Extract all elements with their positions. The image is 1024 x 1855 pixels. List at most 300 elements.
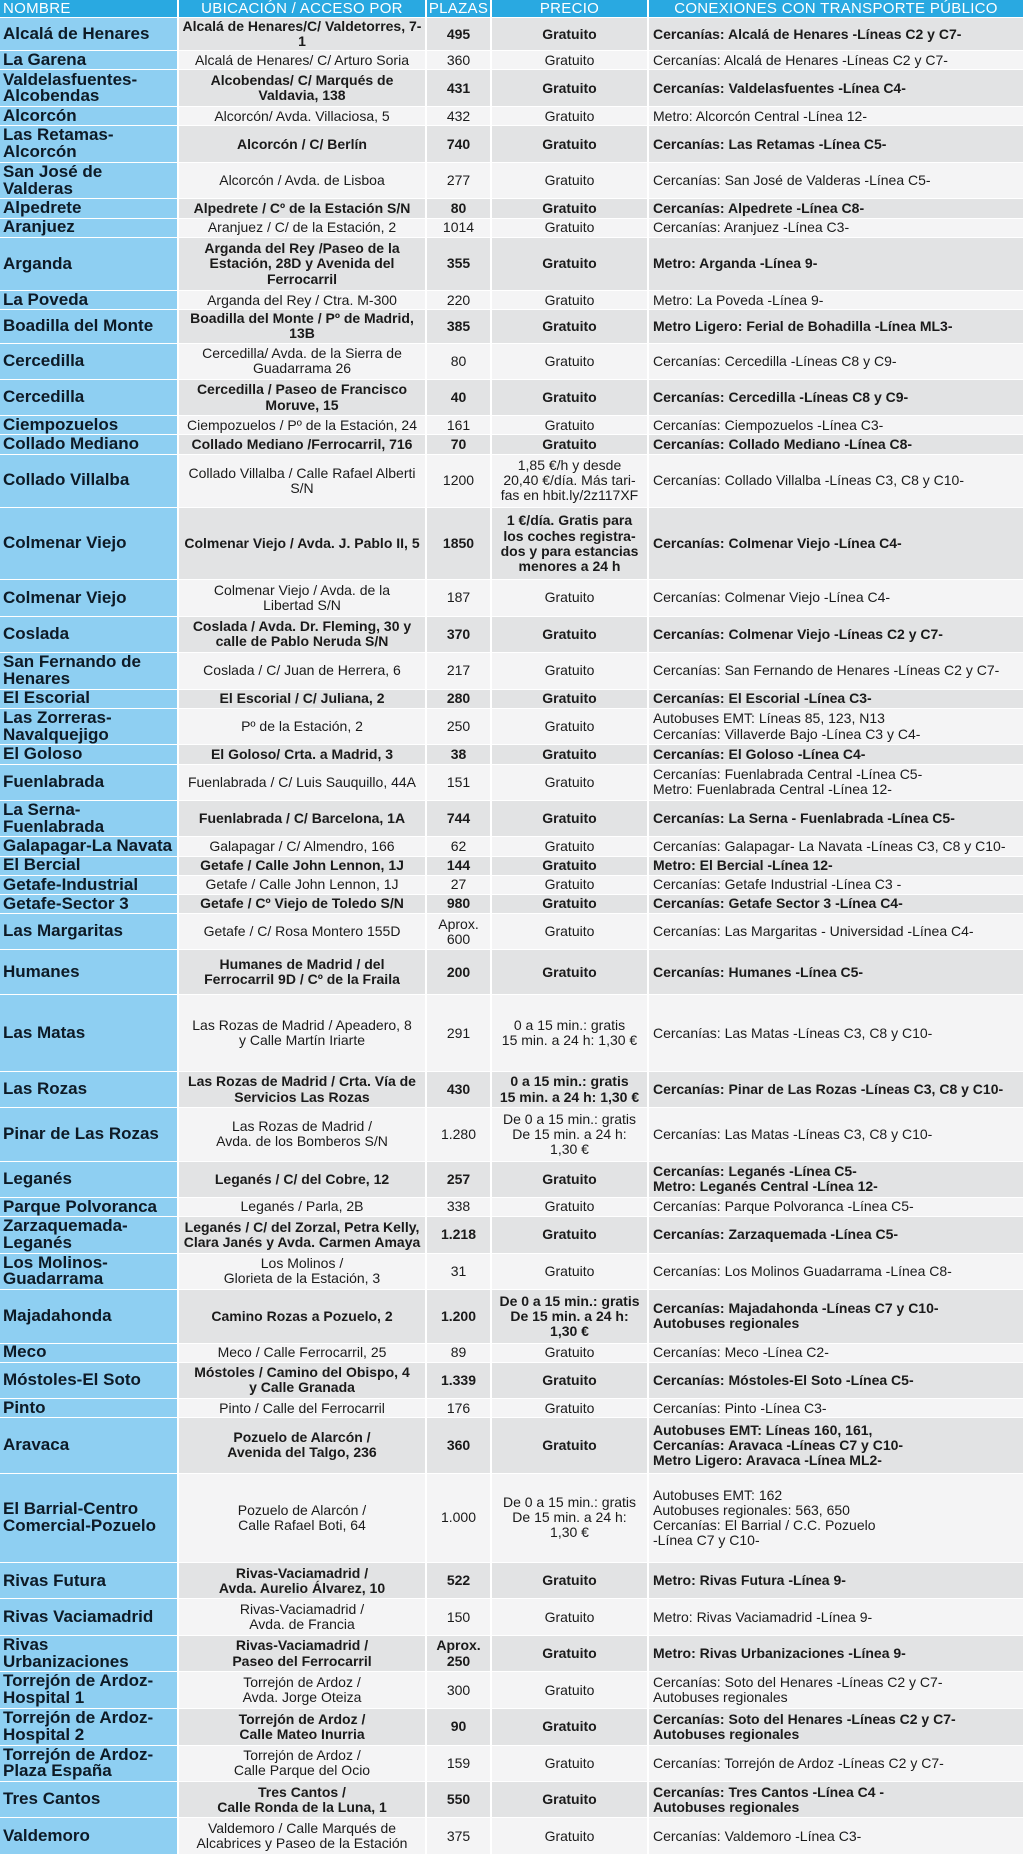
row-price — [491, 1343, 648, 1362]
row-name: Pinto — [0, 1398, 178, 1417]
connection-line: Cercanías: Torrejón de Ardoz -Líneas C2 y C7- — [653, 1754, 944, 1771]
row-price — [491, 1161, 648, 1197]
row-price — [491, 379, 648, 415]
price-line: 1,30 € — [550, 1140, 589, 1157]
header-places: PLAZAS — [426, 0, 491, 18]
price-line: 1,30 € — [550, 1524, 589, 1541]
row-connections — [648, 652, 1024, 689]
row-location — [178, 1473, 426, 1563]
connection-line: Metro: Rivas Vaciamadrid -Línea 9- — [653, 1608, 873, 1625]
row-name: Collado Mediano — [0, 435, 178, 454]
table-row — [0, 1161, 1024, 1197]
row-connections — [648, 1782, 1024, 1818]
row-connections — [648, 454, 1024, 507]
row-places: 1.218 — [426, 1217, 491, 1254]
table-row — [0, 291, 1024, 310]
connection-line: Cercanías: San José de Valderas -Línea C5- — [653, 172, 931, 189]
price-line: Gratuito — [542, 199, 597, 216]
table-row — [0, 914, 1024, 950]
connection-line: Cercanías: Parque Polvoranca -Línea C5- — [653, 1198, 914, 1215]
row-location — [178, 51, 426, 70]
row-connections — [648, 1161, 1024, 1197]
row-connections — [648, 18, 1024, 51]
row-price — [491, 218, 648, 237]
row-location — [178, 1745, 426, 1782]
row-location — [178, 1290, 426, 1343]
row-connections — [648, 199, 1024, 218]
connection-line: Cercanías: Las Matas -Líneas C3, C8 y C10- — [653, 1024, 933, 1041]
connection-line: Cercanías: Alcalá de Henares -Líneas C2 y C7- — [653, 51, 948, 68]
row-location — [178, 1343, 426, 1362]
row-location — [178, 70, 426, 107]
row-name: Meco — [0, 1343, 178, 1362]
row-connections — [648, 1398, 1024, 1417]
row-location — [178, 107, 426, 126]
row-places: 27 — [426, 875, 491, 894]
table-row — [0, 1563, 1024, 1599]
row-price — [491, 580, 648, 616]
row-connections — [648, 1217, 1024, 1254]
price-line: Gratuito — [542, 135, 597, 152]
row-places: 250 — [426, 708, 491, 745]
price-line: Gratuito — [544, 923, 595, 940]
row-places: 1.339 — [426, 1362, 491, 1398]
table-header-row — [0, 0, 1024, 18]
table-row — [0, 18, 1024, 51]
location-line: Coslada / Avda. Dr. Fleming, 30 y — [192, 618, 412, 635]
price-line: Gratuito — [542, 1791, 597, 1808]
connection-line: Metro: El Bercial -Línea 12- — [653, 857, 833, 874]
row-location — [178, 379, 426, 415]
connection-line: Cercanías: Collado Villalba -Líneas C3, C8 y C10- — [653, 472, 965, 489]
row-name: Torrejón de Ardoz-Hospital 1 — [0, 1672, 178, 1709]
row-price — [491, 310, 648, 343]
row-price — [491, 708, 648, 745]
connection-line: Cercanías: El Barrial / C.C. Pozuelo — [653, 1516, 876, 1533]
price-line: Gratuito — [542, 1436, 597, 1453]
row-name: San Fernando de Henares — [0, 652, 178, 689]
location-line: Getafe / Cº Viejo de Toledo S/N — [200, 895, 404, 912]
location-line: Colmenar Viejo / Avda. de la — [213, 581, 391, 598]
header-name: NOMBRE — [0, 0, 178, 18]
location-line: Collado Villalba / Calle Rafael Alberti — [188, 464, 416, 481]
price-line: Gratuito — [544, 1198, 595, 1215]
row-connections — [648, 1745, 1024, 1782]
row-places: 360 — [426, 1418, 491, 1473]
connection-line: Cercanías: Las Retamas -Línea C5- — [653, 135, 887, 152]
row-price — [491, 18, 648, 51]
row-price — [491, 70, 648, 107]
row-price — [491, 1108, 648, 1161]
table-row — [0, 950, 1024, 995]
row-places: 200 — [426, 950, 491, 995]
location-line: Las Rozas de Madrid / Crta. Vía de — [188, 1073, 416, 1090]
connection-line: Cercanías: El Goloso -Línea C4- — [653, 745, 866, 762]
connection-line: Cercanías: Las Margaritas - Universidad -Línea C4- — [653, 923, 974, 940]
location-line: Getafe / Calle John Lennon, 1J — [205, 876, 399, 893]
price-line: De 0 a 15 min.: gratis — [502, 1494, 637, 1511]
connection-line: Cercanías: Soto del Henares -Líneas C2 y C7- — [653, 1674, 943, 1691]
row-name: Las Margaritas — [0, 914, 178, 950]
table-row — [0, 745, 1024, 764]
row-connections — [648, 1635, 1024, 1672]
location-line: Aranjuez / C/ de la Estación, 2 — [207, 219, 397, 236]
row-name: Las Rozas — [0, 1071, 178, 1107]
location-line: Rivas-Vaciamadrid / — [235, 1564, 369, 1581]
table-row — [0, 1818, 1024, 1855]
row-name: Coslada — [0, 616, 178, 652]
row-price — [491, 1708, 648, 1745]
row-connections — [648, 995, 1024, 1072]
row-connections — [648, 1071, 1024, 1107]
row-connections — [648, 343, 1024, 379]
row-name: Las Retamas-Alcorcón — [0, 126, 178, 163]
location-line: Pozuelo de Alarcón / — [237, 1501, 367, 1518]
row-location — [178, 237, 426, 290]
price-line: Gratuito — [542, 690, 597, 707]
location-line: Colmenar Viejo / Avda. J. Pablo II, 5 — [184, 535, 420, 552]
price-line: Gratuito — [544, 352, 595, 369]
location-line: Avda. Jorge Oteiza — [242, 1689, 362, 1706]
location-line: El Goloso/ Crta. a Madrid, 3 — [210, 745, 394, 762]
table-row — [0, 1418, 1024, 1473]
row-places: 355 — [426, 237, 491, 290]
connection-line: Metro: Fuenlabrada Central -Línea 12- — [653, 781, 892, 798]
row-name: Tres Cantos — [0, 1782, 178, 1818]
row-price — [491, 1672, 648, 1709]
table-row — [0, 1708, 1024, 1745]
header-location: UBICACIÓN / ACCESO POR — [178, 0, 426, 18]
row-connections — [648, 1563, 1024, 1599]
row-location — [178, 894, 426, 913]
location-line: Arganda del Rey / Ctra. M-300 — [207, 291, 397, 308]
location-line: Alcorcón / C/ Berlín — [237, 135, 367, 152]
location-line: Coslada / C/ Juan de Herrera, 6 — [203, 662, 401, 679]
row-places: 90 — [426, 1708, 491, 1745]
table-row — [0, 1217, 1024, 1254]
location-line: Clara Janés y Avda. Carmen Amaya — [183, 1233, 421, 1250]
row-name: Torrejón de Ardoz-Plaza España — [0, 1745, 178, 1782]
row-connections — [648, 237, 1024, 290]
price-line: Gratuito — [544, 1399, 595, 1416]
price-line: 1,30 € — [550, 1322, 589, 1339]
price-line: 15 min. a 24 h: 1,30 € — [499, 1088, 640, 1105]
table-row — [0, 1197, 1024, 1216]
row-places: 217 — [426, 652, 491, 689]
row-connections — [648, 1818, 1024, 1855]
location-line: Tres Cantos / — [258, 1783, 346, 1800]
row-location — [178, 1599, 426, 1635]
connection-line: Cercanías: Colmenar Viejo -Línea C4- — [653, 589, 891, 606]
row-connections — [648, 689, 1024, 708]
price-line: Gratuito — [542, 79, 597, 96]
table-row — [0, 1745, 1024, 1782]
row-connections — [648, 764, 1024, 800]
table-row — [0, 837, 1024, 856]
row-location — [178, 689, 426, 708]
row-places: 257 — [426, 1161, 491, 1197]
row-price — [491, 162, 648, 199]
row-location — [178, 1782, 426, 1818]
row-name: Humanes — [0, 950, 178, 995]
location-line: Las Rozas de Madrid / — [231, 1118, 373, 1135]
row-places: 89 — [426, 1343, 491, 1362]
price-line: Gratuito — [544, 1681, 595, 1698]
connection-line: Metro: Rivas Urbanizaciones -Línea 9- — [653, 1644, 906, 1661]
table-row — [0, 1782, 1024, 1818]
row-price — [491, 950, 648, 995]
connection-line: Cercanías: Las Matas -Líneas C3, C8 y C10- — [653, 1125, 933, 1142]
row-places: 187 — [426, 580, 491, 616]
row-location — [178, 1563, 426, 1599]
connection-line: Autobuses EMT: Líneas 85, 123, N13 — [653, 710, 885, 727]
table-row — [0, 107, 1024, 126]
row-location — [178, 310, 426, 343]
location-line: Estación, 28D y Avenida del — [209, 255, 395, 272]
price-line: Gratuito — [544, 291, 595, 308]
price-line: Gratuito — [542, 255, 597, 272]
connection-line: Cercanías: Getafe Industrial -Línea C3 - — [653, 876, 902, 893]
location-line: S/N — [290, 479, 314, 496]
row-connections — [648, 435, 1024, 454]
row-price — [491, 126, 648, 163]
location-line: Moruve, 15 — [265, 396, 339, 413]
row-location — [178, 1197, 426, 1216]
row-connections — [648, 1290, 1024, 1343]
row-location — [178, 708, 426, 745]
row-name: La Poveda — [0, 291, 178, 310]
price-line: fas en hbit.ly/2z117XF — [500, 487, 639, 504]
row-places: 432 — [426, 107, 491, 126]
location-line: Calle Rafael Boti, 64 — [238, 1516, 366, 1533]
row-connections — [648, 837, 1024, 856]
location-line: Glorieta de la Estación, 3 — [223, 1270, 381, 1287]
connection-line: Cercanías: Meco -Línea C2- — [653, 1344, 829, 1361]
location-line: El Escorial / C/ Juliana, 2 — [219, 690, 385, 707]
row-price — [491, 343, 648, 379]
location-line: Móstoles / Camino del Obispo, 4 — [194, 1364, 410, 1381]
connection-line: Autobuses regionales — [653, 1725, 800, 1742]
row-name: Parque Polvoranca — [0, 1197, 178, 1216]
row-connections — [648, 875, 1024, 894]
location-line: Calle Parque del Ocio — [233, 1762, 371, 1779]
row-places: 159 — [426, 1745, 491, 1782]
table-row — [0, 454, 1024, 507]
row-name: Fuenlabrada — [0, 764, 178, 800]
row-name: La Garena — [0, 51, 178, 70]
price-line: Gratuito — [544, 172, 595, 189]
row-price — [491, 237, 648, 290]
price-line: Gratuito — [544, 589, 595, 606]
row-places: 62 — [426, 837, 491, 856]
row-places: 430 — [426, 1071, 491, 1107]
connection-line: Cercanías: Móstoles-El Soto -Línea C5- — [653, 1371, 914, 1388]
row-location — [178, 950, 426, 995]
connection-line: Metro: La Poveda -Línea 9- — [653, 291, 824, 308]
row-connections — [648, 70, 1024, 107]
table-row — [0, 1398, 1024, 1417]
row-places: 1.200 — [426, 1290, 491, 1343]
row-location — [178, 454, 426, 507]
price-line: Gratuito — [544, 717, 595, 734]
location-line: Guadarrama 26 — [252, 360, 352, 377]
row-price — [491, 894, 648, 913]
row-location — [178, 800, 426, 837]
row-places: 40 — [426, 379, 491, 415]
connection-line: Cercanías: Collado Mediano -Línea C8- — [653, 435, 913, 452]
location-line: Ferrocarril 9D / Cº de la Fraila — [204, 971, 400, 988]
table-row — [0, 894, 1024, 913]
row-connections — [648, 1672, 1024, 1709]
row-price — [491, 856, 648, 875]
row-places: 280 — [426, 689, 491, 708]
connection-line: Cercanías: Aravaca -Líneas C7 y C10- — [653, 1436, 904, 1453]
price-line: 1 €/día. Gratis para — [506, 512, 633, 529]
row-price — [491, 652, 648, 689]
row-price — [491, 1782, 648, 1818]
row-places: 220 — [426, 291, 491, 310]
connection-line: Metro: Arganda -Línea 9- — [653, 255, 818, 272]
price-line: Gratuito — [542, 895, 597, 912]
price-line: 0 a 15 min.: gratis — [513, 1016, 626, 1033]
connection-line: Cercanías: El Escorial -Línea C3- — [653, 690, 872, 707]
row-places: 151 — [426, 764, 491, 800]
location-line: Torrejón de Ardoz / — [238, 1710, 366, 1727]
table-body — [0, 18, 1024, 1855]
row-price — [491, 1599, 648, 1635]
row-price — [491, 800, 648, 837]
connection-line: Cercanías: Valdelasfuentes -Línea C4- — [653, 79, 906, 96]
row-places: 495 — [426, 18, 491, 51]
location-line: Avenida del Talgo, 236 — [227, 1444, 377, 1461]
price-line: 15 min. a 24 h: 1,30 € — [501, 1032, 638, 1049]
row-price — [491, 507, 648, 580]
row-connections — [648, 1253, 1024, 1290]
row-price — [491, 416, 648, 435]
row-name: El Barrial-Centro Comercial-Pozuelo — [0, 1473, 178, 1563]
row-connections — [648, 1362, 1024, 1398]
table-row — [0, 51, 1024, 70]
location-line: Alcabrices y Paseo de la Estación — [196, 1835, 408, 1852]
row-name: Las Zorreras-Navalquejigo — [0, 708, 178, 745]
row-location — [178, 875, 426, 894]
connection-line: Cercanías: Pinar de Las Rozas -Líneas C3, C8 y C10- — [653, 1081, 1004, 1098]
price-line: Gratuito — [544, 876, 595, 893]
row-places: 1.280 — [426, 1108, 491, 1161]
price-line: Gratuito — [542, 810, 597, 826]
row-places: 375 — [426, 1818, 491, 1855]
row-price — [491, 1398, 648, 1417]
row-location — [178, 343, 426, 379]
connection-line: Metro: Alcorcón Central -Línea 12- — [653, 107, 867, 124]
row-name: Pinar de Las Rozas — [0, 1108, 178, 1161]
row-name: Móstoles-El Soto — [0, 1362, 178, 1398]
price-line: Gratuito — [544, 51, 595, 68]
connection-line: Cercanías: San Fernando de Henares -Líneas C2 y C7- — [653, 662, 1000, 679]
row-location — [178, 1398, 426, 1417]
connection-line: Cercanías: Soto del Henares -Líneas C2 y C7- — [653, 1710, 956, 1727]
row-name: La Serna-Fuenlabrada — [0, 800, 178, 837]
connection-line: Cercanías: Getafe Sector 3 -Línea C4- — [653, 895, 903, 912]
connection-line: Cercanías: Colmenar Viejo -Línea C4- — [653, 535, 902, 552]
row-connections — [648, 1343, 1024, 1362]
row-location — [178, 856, 426, 875]
row-price — [491, 616, 648, 652]
row-location — [178, 745, 426, 764]
connection-line: Cercanías: Los Molinos Guadarrama -Línea C8- — [653, 1262, 952, 1279]
row-connections — [648, 950, 1024, 995]
price-line: Gratuito — [542, 388, 597, 405]
price-line: Gratuito — [542, 1644, 597, 1661]
row-connections — [648, 914, 1024, 950]
row-places: 176 — [426, 1398, 491, 1417]
row-price — [491, 764, 648, 800]
connection-line: Metro Ligero: Ferial de Bohadilla -Línea ML3- — [653, 317, 953, 334]
location-line: Las Rozas de Madrid / Apeadero, 8 — [192, 1016, 412, 1033]
row-places: 80 — [426, 199, 491, 218]
location-line: Calle Ronda de la Luna, 1 — [217, 1798, 387, 1815]
price-line: Gratuito — [542, 1572, 597, 1589]
location-line: Valdavia, 138 — [258, 87, 346, 104]
row-location — [178, 995, 426, 1072]
price-line: Gratuito — [544, 837, 595, 854]
table-row — [0, 580, 1024, 616]
connection-line: Metro: Rivas Futura -Línea 9- — [653, 1572, 846, 1589]
price-line: 20,40 €/día. Más tari- — [503, 472, 636, 489]
price-line: menores a 24 h — [518, 557, 621, 574]
location-line: Rivas-Vaciamadrid / — [235, 1637, 369, 1654]
connection-line: Cercanías: Colmenar Viejo -Líneas C2 y C7- — [653, 625, 943, 642]
row-price — [491, 1071, 648, 1107]
location-line: Collado Mediano /Ferrocarril, 716 — [191, 435, 413, 452]
location-line: Ciempozuelos / Pº de la Estación, 24 — [186, 416, 417, 433]
connection-line: Autobuses EMT: Líneas 160, 161, — [653, 1421, 873, 1438]
row-places: 70 — [426, 435, 491, 454]
row-connections — [648, 51, 1024, 70]
price-line: De 15 min. a 24 h: — [512, 1509, 627, 1526]
row-price — [491, 689, 648, 708]
table-row — [0, 1672, 1024, 1709]
row-location — [178, 1217, 426, 1254]
price-line: Gratuito — [544, 1827, 595, 1844]
price-line: Gratuito — [544, 1608, 595, 1625]
table-row — [0, 343, 1024, 379]
row-location — [178, 162, 426, 199]
table-row — [0, 1343, 1024, 1362]
row-name: Getafe-Sector 3 — [0, 894, 178, 913]
row-connections — [648, 894, 1024, 913]
connection-line: Autobuses regionales — [653, 1689, 788, 1706]
table-row — [0, 1635, 1024, 1672]
table-row — [0, 708, 1024, 745]
price-line: De 0 a 15 min.: gratis — [499, 1292, 640, 1309]
row-name: Arganda — [0, 237, 178, 290]
row-location — [178, 218, 426, 237]
location-line: Leganés / C/ del Zorzal, Petra Kelly, — [184, 1218, 420, 1235]
table-row — [0, 1290, 1024, 1343]
row-location — [178, 1672, 426, 1709]
location-line: Cercedilla / Paseo de Francisco — [196, 381, 408, 398]
location-line: Pinto / Calle del Ferrocarril — [219, 1399, 385, 1416]
row-name: Las Matas — [0, 995, 178, 1072]
table-row — [0, 435, 1024, 454]
row-location — [178, 416, 426, 435]
row-location — [178, 837, 426, 856]
row-price — [491, 1473, 648, 1563]
row-places: 1850 — [426, 507, 491, 580]
row-name: Leganés — [0, 1161, 178, 1197]
row-location — [178, 764, 426, 800]
